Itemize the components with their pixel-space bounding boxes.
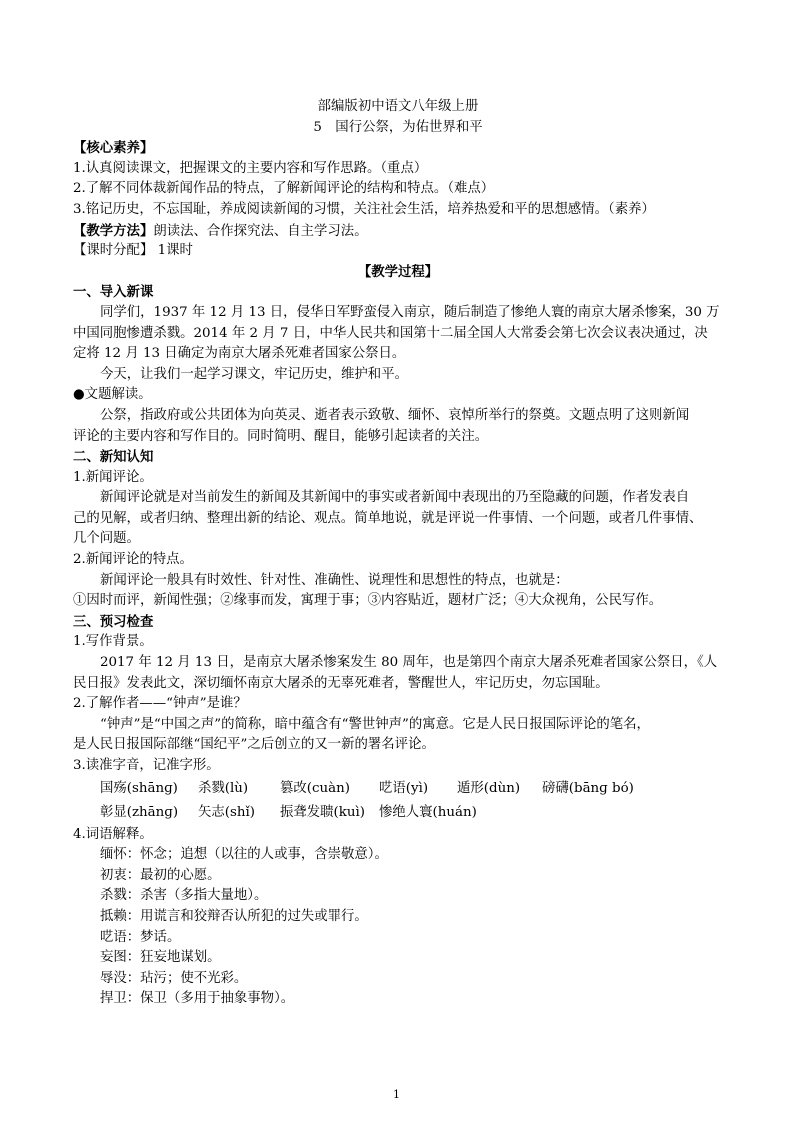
paragraph-line: “钟声”是“中国之声”的简称，暗中蕴含有“警世钟声”的寓意。它是人民日报国际评论的笔名， [100,716,650,732]
paragraph-line: 几个问题。 [73,531,140,547]
word-definition: 初衷：最初的心愿。 [100,867,221,883]
word-definition: 抵赖：用谎言和狡辩否认所犯的过失或罪行。 [100,908,368,924]
subheading: 4.词语解释。 [73,826,153,842]
section-heading: 一、导入新课 [73,284,154,301]
paragraph-line: 新闻评论就是对当前发生的新闻及其新闻中的事实或者新闻中表现出的乃至隐藏的问题，作者发表自 [100,490,690,506]
document-title: 部编版初中语文八年级上册 [317,99,479,114]
section-heading: 二、新知认知 [73,449,154,466]
section-heading: 三、预习检查 [73,613,154,630]
word-definition: 妄图：狂妄地谋划。 [100,950,221,966]
teaching-method [73,221,723,242]
class-hours-label: 【课时分配】 [73,243,154,259]
word-definition: 辱没：玷污；使不光彩。 [100,970,248,986]
class-hours [73,241,723,262]
paragraph-line: 是人民日报国际部继“国纪平”之后创立的又一新的署名评论。 [73,737,435,753]
bullet-heading: ●文题解读。 [73,387,152,403]
word-definition: 杀戮：杀害（多指大量地）。 [100,888,268,904]
page-number: 1 [393,1088,400,1101]
pinyin-word: 矢志(shǐ) [198,804,256,820]
subheading: 1.写作背景。 [73,634,153,650]
pinyin-word: 惨绝人寰(huán) [379,804,477,820]
teaching-method-text: 朗读法、合作探究法、自主学习法。 [153,223,368,239]
paragraph-line: 评论的主要内容和写作目的。同时简明、醒目，能够引起读者的关注。 [73,428,489,444]
pinyin-row [73,777,723,801]
pinyin-row [73,801,723,825]
lesson-title: 5 国行公祭，为佑世界和平 [313,119,483,135]
paragraph-line: 公祭，指政府或公共团体为向英灵、逝者表示致敬、缅怀、哀悼所举行的祭奠。文题点明了这则新闻 [100,407,690,423]
core-item: 3.铭记历史，不忘国耻，养成阅读新闻的习惯，关注社会生活，培养热爱和平的思想感情。（素养） [73,201,655,217]
word-definition: 呓语：梦话。 [100,929,181,945]
paragraph-line: 中国同胞惨遭杀戮。2014 年 2 月 7 日，中华人民共和国第十二届全国人大常委会第七次会议表决通过，决 [73,325,708,341]
pinyin-word: 振聋发聩(kuì) [280,804,366,820]
paragraph-line: ①因时而评，新闻性强；②缘事而发，寓理于事；③内容贴近，题材广泛；④大众视角，公民写作。 [73,593,663,609]
pinyin-word: 彰显(zhānɡ) [100,804,179,820]
paragraph-line: 今天，让我们一起学习课文，牢记历史，维护和平。 [100,366,408,382]
word-definition: 缅怀：怀念；追想（以往的人或事，含崇敬意）。 [100,847,388,863]
subheading: 3.读准字音，记准字形。 [73,758,220,773]
paragraph-line: 同学们，1937 年 12 月 13 日，侵华日军野蛮侵入南京，随后制造了惨绝人寰的南京大屠杀惨案，30 万 [100,304,720,320]
class-hours-text: 1课时 [153,243,193,259]
paragraph-line: 民日报》发表此文，深切缅怀南京大屠杀的无辜死难者，警醒世人，牢记历史，勿忘国耻。 [73,675,609,691]
paragraph-line: 定将 12 月 13 日确定为南京大屠杀死难者国家公祭日。 [73,346,406,362]
word-definition: 捍卫：保卫（多用于抽象事物）。 [100,991,295,1007]
document-page [73,97,723,1010]
pinyin-word: 国殇(shānɡ) [100,780,178,796]
paragraph-line: 新闻评论一般具有时效性、针对性、准确性、说理性和思想性的特点，也就是： [100,572,569,588]
core-item: 1.认真阅读课文，把握课文的主要内容和写作思路。（重点） [73,160,428,176]
pinyin-word: 杀戮(lù) [198,780,249,796]
core-item: 2.了解不同体裁新闻作品的特点，了解新闻评论的结构和特点。（难点） [73,181,495,197]
pinyin-word: 篡改(cuàn) [280,780,350,796]
pinyin-word: 呓语(yì) [379,780,429,796]
subheading: 2.新闻评论的特点。 [73,552,193,568]
core-literacy-heading: 【核心素养】 [73,140,154,157]
pinyin-word: 磅礴(bānɡ bó) [542,780,634,796]
process-heading: 【教学过程】 [357,263,439,280]
pinyin-word: 遁形(dùn) [457,780,521,796]
subheading: 2.了解作者——“钟声”是谁？ [73,696,247,712]
paragraph-line: 己的见解，或者归纳、整理出新的结论、观点。简单地说，就是评说一件事情、一个问题，或者几件事情、 [73,510,703,526]
subheading: 1.新闻评论。 [73,469,153,485]
teaching-method-label: 【教学方法】 [73,222,154,239]
paragraph-line: 2017 年 12 月 13 日，是南京大屠杀惨案发生 80 周年，也是第四个南京大屠杀死难者国家公祭日，《人 [100,655,718,671]
